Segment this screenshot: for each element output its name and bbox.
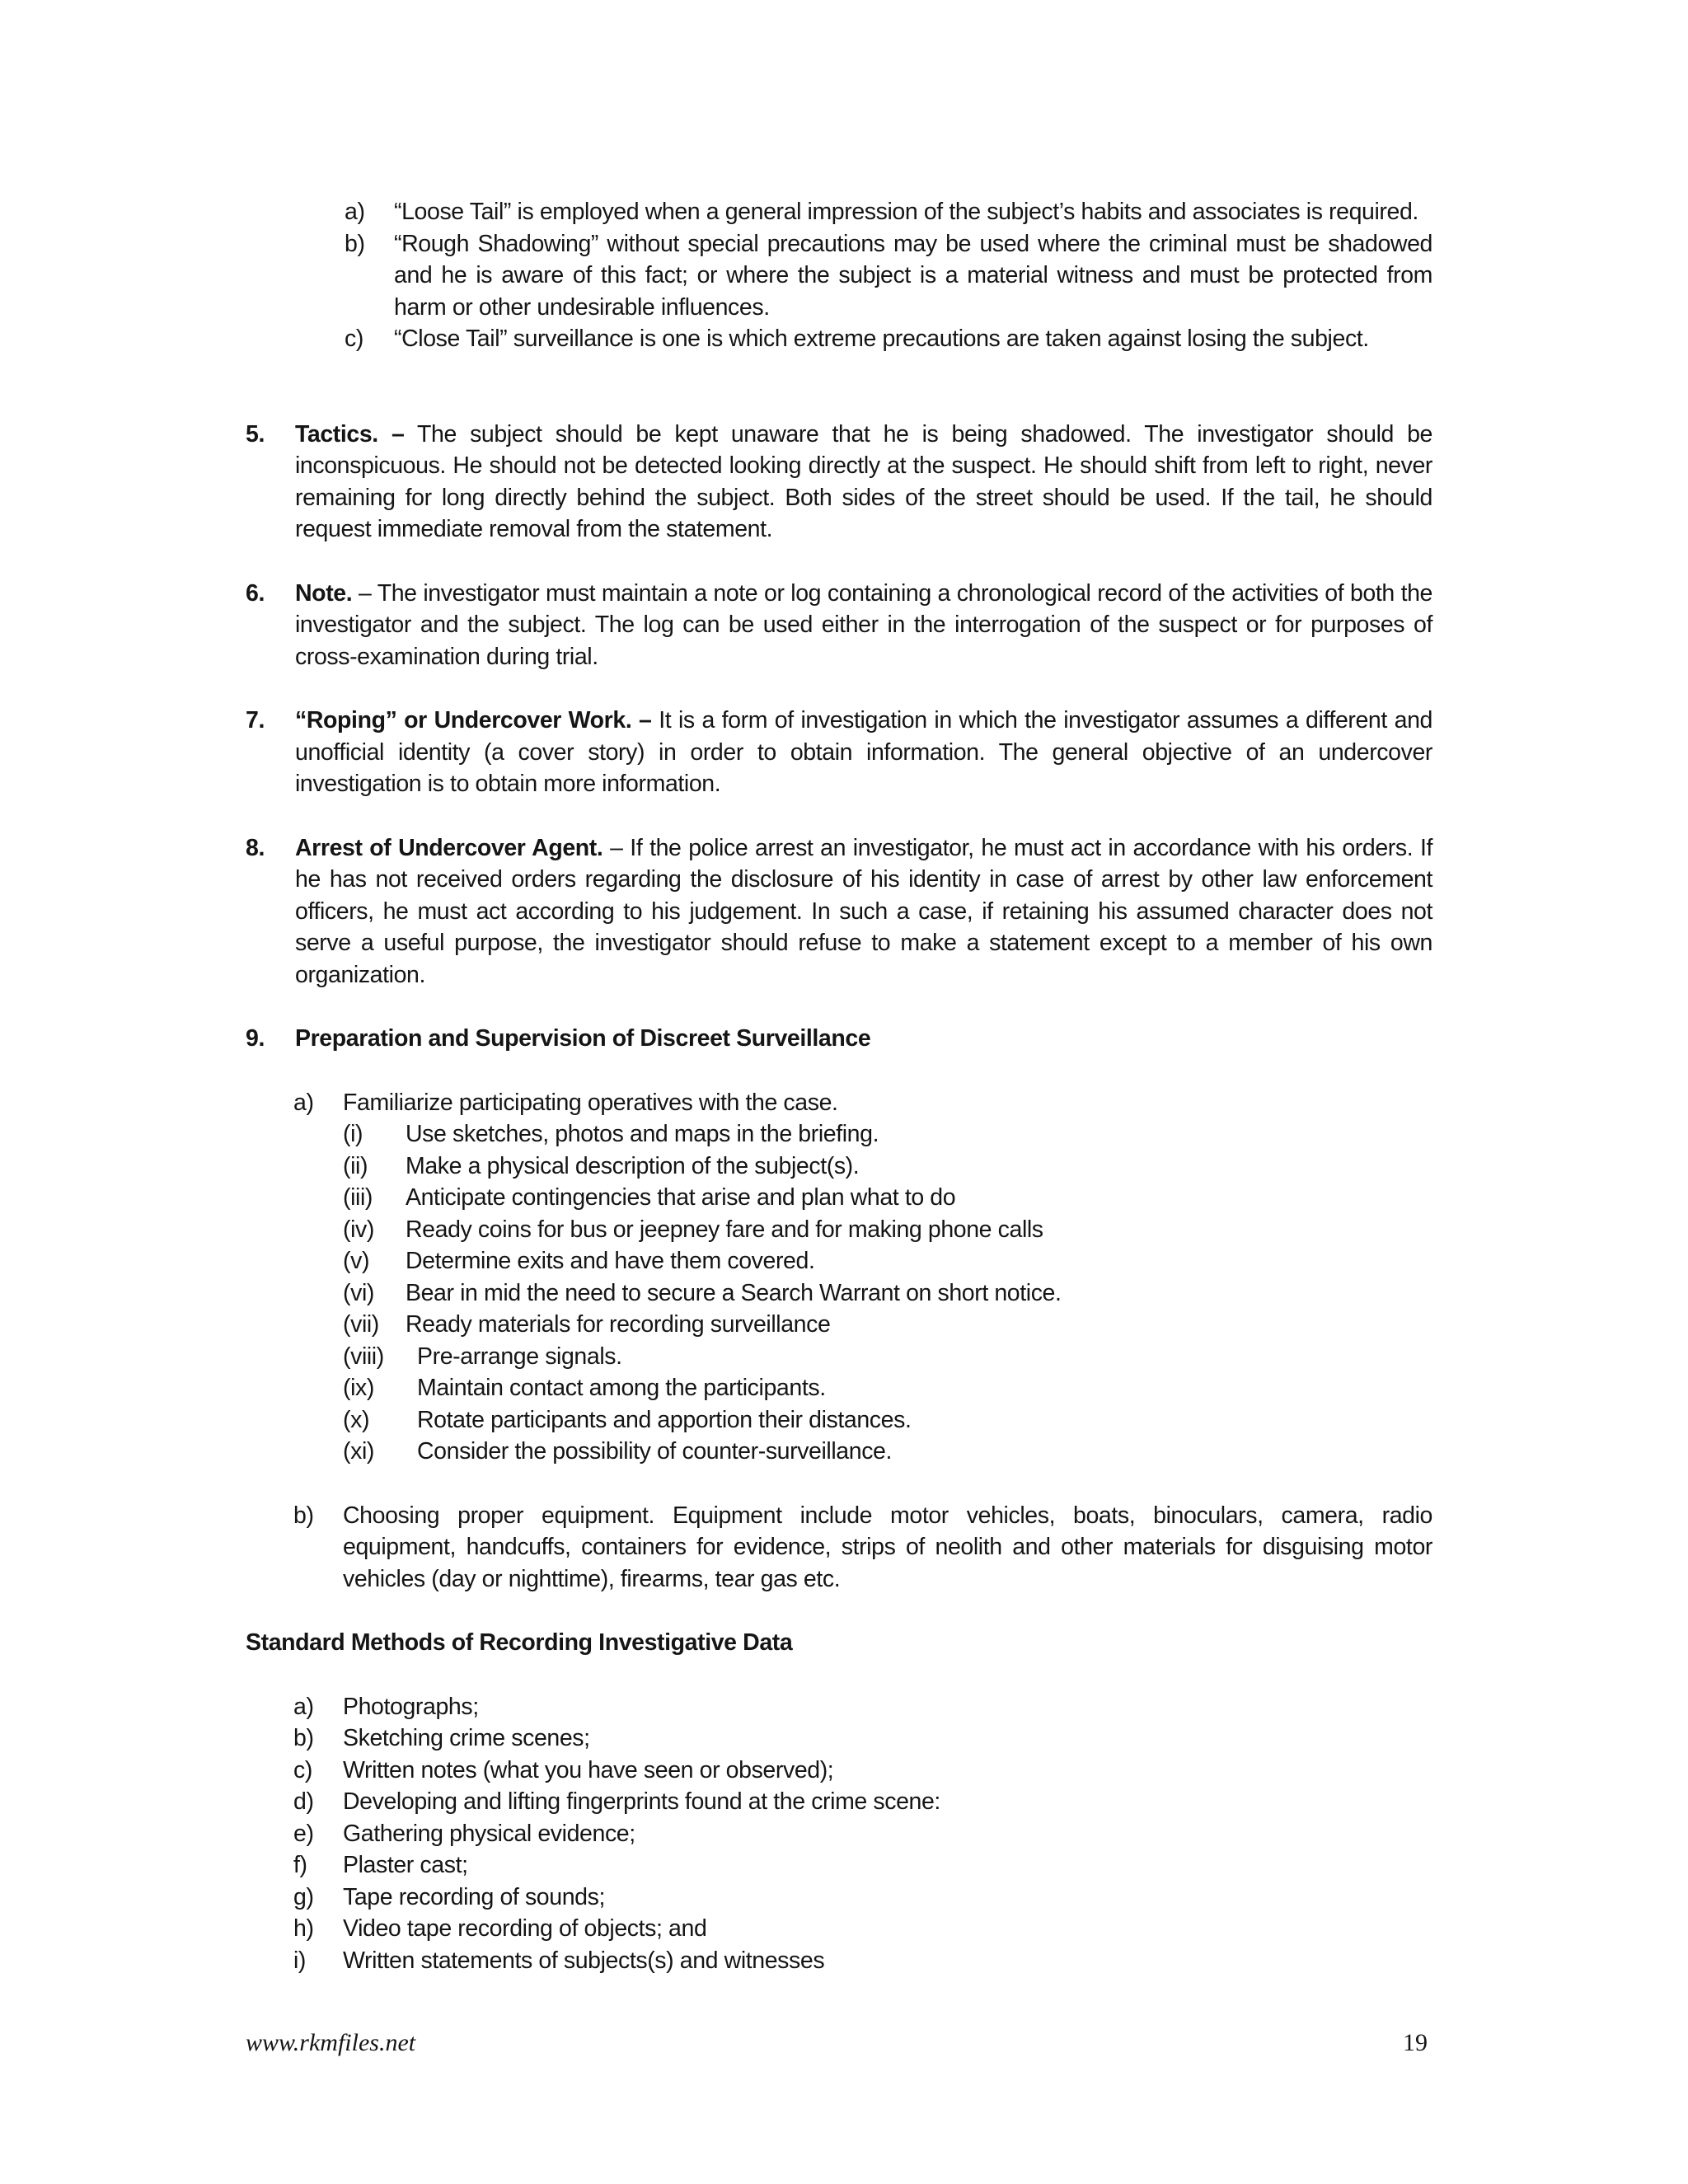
list-item <box>293 1722 1432 1755</box>
list-item <box>343 1214 1432 1246</box>
list-marker: (vii) <box>343 1311 379 1338</box>
list-item <box>293 1882 1432 1914</box>
list-item <box>345 323 1432 355</box>
list-marker: b) <box>293 1502 314 1529</box>
list-text: “Loose Tail” is employed when a general impression of the subject’s habits and associates is required. <box>394 199 1418 225</box>
section-body <box>295 578 1432 673</box>
list-item <box>343 1436 1432 1468</box>
briefing-steps-list <box>343 1118 1432 1468</box>
list-marker: h) <box>293 1915 314 1942</box>
list-text: Familiarize participating operatives with the case. <box>343 1089 838 1116</box>
list-marker: b) <box>345 230 365 257</box>
list-item <box>345 196 1432 228</box>
list-text: Bear in mid the need to secure a Search Warrant on short notice. <box>406 1279 1062 1306</box>
list-text: Make a physical description of the subject(s). <box>406 1152 860 1179</box>
list-marker: (i) <box>343 1121 363 1147</box>
list-item <box>293 1945 1432 1977</box>
list-item <box>293 1849 1432 1882</box>
list-item <box>343 1118 1432 1151</box>
list-marker: (vi) <box>343 1279 374 1306</box>
list-marker: f) <box>293 1852 307 1878</box>
list-item <box>343 1309 1432 1341</box>
list-item <box>343 1151 1432 1183</box>
section-number: 6. <box>246 579 265 607</box>
sub-item-familiarize <box>293 1087 1432 1119</box>
page-number: 19 <box>1403 2029 1428 2056</box>
list-text: Pre-arrange signals. <box>417 1343 622 1370</box>
section-note <box>246 578 1432 673</box>
list-text: Gathering physical evidence; <box>343 1820 635 1847</box>
sub-item-equipment <box>293 1500 1432 1596</box>
list-text: Maintain contact among the participants. <box>417 1375 826 1401</box>
section-title: Note. <box>295 579 353 607</box>
methods-heading: Standard Methods of Recording Investigative Data <box>246 1629 793 1656</box>
list-marker: b) <box>293 1725 314 1751</box>
list-marker: (xi) <box>343 1438 374 1465</box>
list-text: “Close Tail” surveillance is one is which extreme precautions are taken against losing the subject. <box>394 326 1369 352</box>
list-text: Consider the possibility of counter-surveillance. <box>417 1438 893 1465</box>
section-number: 5. <box>246 420 265 448</box>
section-tactics <box>246 419 1432 546</box>
list-marker: (ix) <box>343 1375 374 1401</box>
list-marker: a) <box>293 1089 314 1116</box>
list-item <box>293 1786 1432 1818</box>
section-roping <box>246 705 1432 800</box>
list-text: Ready materials for recording surveillance <box>406 1311 831 1338</box>
list-marker: c) <box>345 326 363 352</box>
list-text: Video tape recording of objects; and <box>343 1915 707 1942</box>
section-body <box>295 419 1432 546</box>
list-text: Determine exits and have them covered. <box>406 1248 815 1274</box>
list-text: Ready coins for bus or jeepney fare and for making phone calls <box>406 1216 1043 1243</box>
list-text: Use sketches, photos and maps in the briefing. <box>406 1121 879 1147</box>
recording-methods-list <box>293 1691 1432 1977</box>
section-title: Tactics. – <box>295 420 405 448</box>
list-marker: (iii) <box>343 1184 373 1211</box>
list-marker: g) <box>293 1883 314 1910</box>
footer-website: www.rkmfiles.net <box>246 2029 416 2056</box>
list-marker: (ii) <box>343 1152 368 1179</box>
section-arrest <box>246 832 1432 991</box>
list-item <box>293 1691 1432 1723</box>
list-text: Developing and lifting fingerprints found at the crime scene: <box>343 1788 940 1815</box>
list-text: Sketching crime scenes; <box>343 1725 590 1751</box>
list-marker: e) <box>293 1820 314 1847</box>
list-text: Photographs; <box>343 1693 479 1720</box>
list-marker: (x) <box>343 1406 370 1433</box>
section-text: The subject should be kept unaware that he is being shadowed. The investigator should be inconspicuous. He should not be detected looking directly at the suspect. He should shift from left to right, never remaining for long directly behind the subject. Both sides of the street should be used. If the tail, he should request immediate removal from the statement. <box>295 420 1432 542</box>
section-text: It is a form of investigation in which the investigator assumes a different and unofficial identity (a cover story) in order to obtain information. The general objective of an undercover investigation is to obtain more information. <box>295 707 1432 797</box>
list-text: Written statements of subjects(s) and witnesses <box>343 1947 825 1974</box>
list-marker: (v) <box>343 1248 370 1274</box>
section-title: “Roping” or Undercover Work. – <box>295 707 652 733</box>
section-body <box>295 705 1432 800</box>
section-title: Arrest of Undercover Agent. <box>295 834 603 861</box>
section-body <box>295 832 1432 991</box>
list-text: Written notes (what you have seen or observed); <box>343 1756 834 1783</box>
list-text: Anticipate contingencies that arise and plan what to do <box>406 1184 956 1211</box>
list-text: “Rough Shadowing” without special precautions may be used where the criminal must be shadowed and he is aware of this fact; or where the subject is a material witness and must be protected from harm or other undesirable influences. <box>394 230 1432 321</box>
tail-types-list <box>345 196 1432 355</box>
list-marker: a) <box>293 1693 314 1720</box>
list-item <box>293 1818 1432 1850</box>
list-item <box>343 1277 1432 1310</box>
section-title: Preparation and Supervision of Discreet Surveillance <box>295 1025 871 1052</box>
list-marker: d) <box>293 1788 314 1815</box>
list-item <box>343 1341 1432 1373</box>
list-text: Rotate participants and apportion their distances. <box>417 1406 912 1433</box>
list-text: Plaster cast; <box>343 1852 468 1878</box>
list-marker: a) <box>345 199 365 225</box>
section-text: – If the police arrest an investigator, he must act in accordance with his orders. If he has not received orders regarding the disclosure of his identity in case of arrest by other law enforcement officers, he must act according to his judgement. In such a case, if retaining his assumed character does not serve a useful purpose, the investigator should refuse to make a statement except to a member of his own organization. <box>295 834 1433 988</box>
section-number: 9. <box>246 1025 265 1052</box>
list-item <box>343 1404 1432 1436</box>
section-number: 8. <box>246 834 265 861</box>
list-marker: (viii) <box>343 1343 384 1370</box>
list-item <box>343 1182 1432 1214</box>
list-marker: c) <box>293 1756 312 1783</box>
page-content <box>246 196 1432 1976</box>
section-number: 7. <box>246 707 265 733</box>
list-item <box>345 228 1432 324</box>
section-text: – The investigator must maintain a note or log containing a chronological record of the activities of both the investigator and the subject. The log can be used either in the interrogation of the suspect or for purposes of cross-examination during trial. <box>295 579 1432 670</box>
list-marker: (iv) <box>343 1216 374 1243</box>
list-item <box>343 1245 1432 1277</box>
list-marker: i) <box>293 1947 307 1974</box>
list-item <box>343 1372 1432 1404</box>
section-preparation <box>246 1023 1432 1055</box>
list-text: Choosing proper equipment. Equipment include motor vehicles, boats, binoculars, camera, radio equipment, handcuffs, containers for evidence, strips of neolith and other materials for disguising motor vehicles (day or nighttime), firearms, tear gas etc. <box>343 1502 1432 1592</box>
list-item <box>293 1755 1432 1787</box>
list-item <box>293 1913 1432 1945</box>
list-text: Tape recording of sounds; <box>343 1883 605 1910</box>
